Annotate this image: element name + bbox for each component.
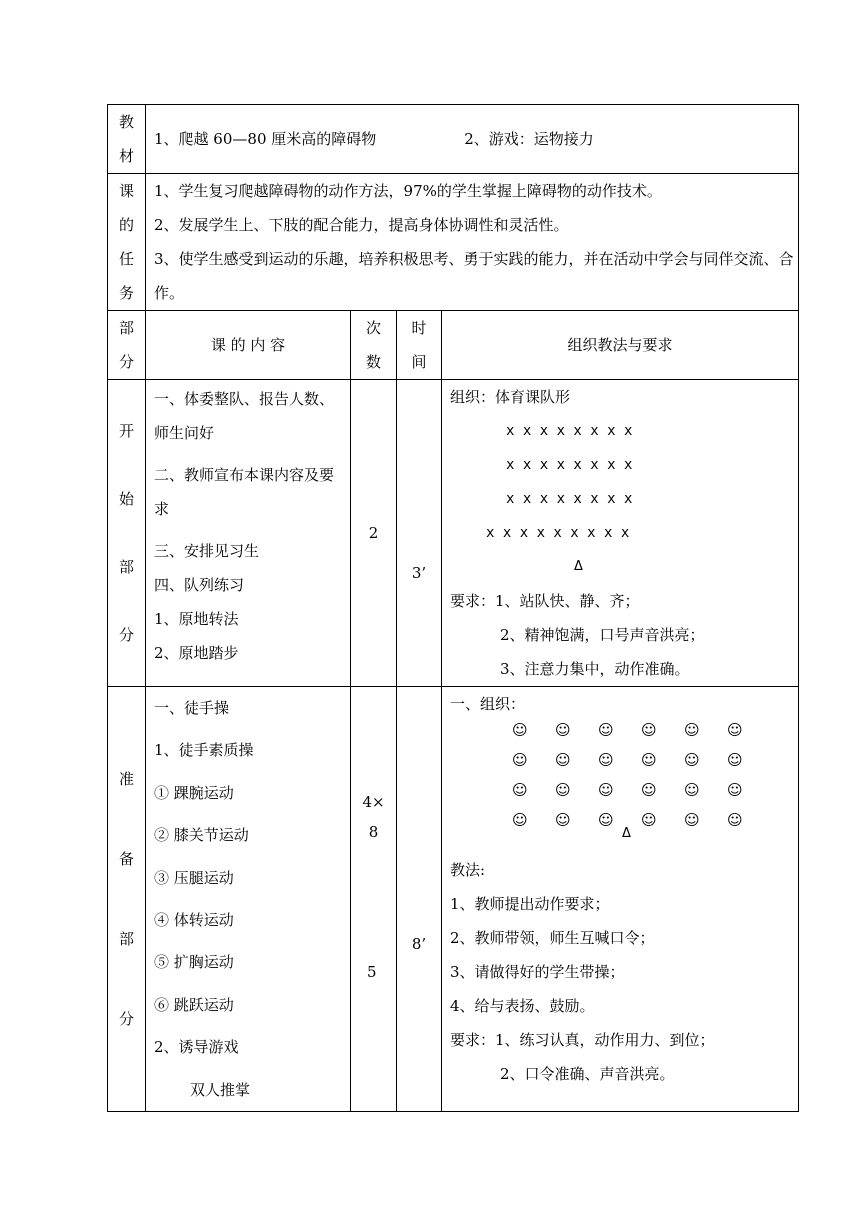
warmup-count-2: 5 — [367, 963, 377, 981]
student-smiley-icon: ☺ — [555, 721, 571, 739]
opening-req-3: 3、注意力集中，动作准确。 — [500, 660, 690, 678]
student-smiley-icon: ☺ — [684, 751, 700, 769]
student-smiley-icon: ☺ — [598, 751, 614, 769]
material-label: 教 材 — [108, 105, 146, 174]
material-item-2: 2、游戏：运物接力 — [464, 130, 594, 148]
opening-time: 3’ — [397, 380, 442, 687]
header-content: 课 的 内 容 — [146, 311, 351, 380]
student-smiley-icon: ☺ — [598, 781, 614, 799]
warmup-org-title: 一、组织： — [450, 695, 526, 713]
student-smiley-icon: ☺ — [641, 721, 657, 739]
material-content — [146, 105, 799, 174]
header-method: 组织教法与要求 — [442, 311, 799, 380]
task-line-3: 3、使学生感受到运动的乐趣，培养积极思考、勇于实践的能力，并在活动中学会与同伴交流、合作。 — [154, 250, 794, 302]
opening-count: 2 — [351, 380, 397, 687]
formation-row: x x x x x x x x — [506, 457, 633, 473]
material-item-1: 1、爬越 60—80 厘米高的障碍物 — [154, 130, 377, 148]
student-smiley-icon: ☺ — [512, 781, 528, 799]
warmup-label: 准 备 部 分 — [108, 687, 146, 1112]
warmup-count-1: 4× 8 — [362, 793, 385, 841]
opening-content: 一、体委整队、报告人数、师生问好 二、教师宣布本课内容及要求 三、安排见习生 四、队列练习 1、原地转法 2、原地踏步 — [146, 380, 351, 687]
formation-row: x x x x x x x x x — [486, 525, 630, 541]
task-label: 课 的 任 务 — [108, 174, 146, 311]
warmup-method-1: 1、教师提出动作要求； — [450, 895, 610, 913]
student-smiley-icon: ☺ — [727, 811, 743, 829]
student-formation-grid — [512, 715, 794, 835]
student-smiley-icon: ☺ — [555, 781, 571, 799]
warmup-method-3: 3、请做得好的学生带操； — [450, 963, 625, 981]
student-row — [512, 775, 794, 805]
student-smiley-icon: ☺ — [727, 751, 743, 769]
opening-req-2: 2、精神饱满，口号声音洪亮； — [500, 626, 705, 644]
student-smiley-icon: ☺ — [684, 781, 700, 799]
student-smiley-icon: ☺ — [684, 811, 700, 829]
task-line-1: 1、学生复习爬越障碍物的动作方法，97%的学生掌握上障碍物的动作技术。 — [154, 182, 662, 200]
warmup-method-2: 2、教师带领，师生互喊口令； — [450, 929, 655, 947]
task-line-2: 2、发展学生上、下肢的配合能力，提高身体协调性和灵活性。 — [154, 216, 569, 234]
warmup-time: 8’ — [397, 687, 442, 1112]
student-row — [512, 715, 794, 745]
student-smiley-icon: ☺ — [727, 721, 743, 739]
warmup-count — [351, 687, 397, 1112]
header-time: 时 间 — [397, 311, 442, 380]
formation-diagram — [450, 414, 794, 584]
material-row — [108, 105, 799, 174]
student-smiley-icon: ☺ — [512, 811, 528, 829]
warmup-req-2: 2、口令准确、声音洪亮。 — [500, 1065, 675, 1083]
formation-row: x x x x x x x x — [506, 491, 633, 507]
header-row — [108, 311, 799, 380]
student-smiley-icon: ☺ — [512, 721, 528, 739]
student-smiley-icon: ☺ — [555, 811, 571, 829]
teacher-mark: Δ — [622, 826, 631, 841]
task-row — [108, 174, 799, 311]
student-row — [512, 745, 794, 775]
warmup-row — [108, 687, 799, 1112]
student-smiley-icon: ☺ — [641, 781, 657, 799]
header-count: 次 数 — [351, 311, 397, 380]
student-smiley-icon: ☺ — [641, 751, 657, 769]
warmup-method — [442, 687, 799, 1112]
opening-org-title: 组织：体育课队形 — [450, 388, 571, 406]
formation-row: x x x x x x x x — [506, 423, 633, 439]
warmup-req-1: 要求：1、练习认真，动作用力、到位； — [450, 1031, 715, 1049]
student-smiley-icon: ☺ — [641, 811, 657, 829]
student-smiley-icon: ☺ — [598, 811, 614, 829]
warmup-method-title: 教法: — [450, 861, 486, 879]
student-smiley-icon: ☺ — [598, 721, 614, 739]
student-smiley-icon: ☺ — [727, 781, 743, 799]
opening-label: 开 始 部 分 — [108, 380, 146, 687]
warmup-method-4: 4、给与表扬、鼓励。 — [450, 997, 595, 1015]
student-smiley-icon: ☺ — [684, 721, 700, 739]
header-part: 部 分 — [108, 311, 146, 380]
student-smiley-icon: ☺ — [555, 751, 571, 769]
lesson-plan-table — [107, 104, 799, 1112]
opening-row — [108, 380, 799, 687]
task-content — [146, 174, 799, 311]
warmup-content: 一、徒手操 1、徒手素质操 ① 踝腕运动 ② 膝关节运动 ③ 压腿运动 ④ 体转运动 ⑤ 扩胸运动 ⑥ 跳跃运动 2、诱导游戏 双人推掌 — [146, 687, 351, 1112]
student-smiley-icon: ☺ — [512, 751, 528, 769]
opening-method — [442, 380, 799, 687]
student-row — [512, 805, 794, 835]
opening-req-1: 要求：1、站队快、静、齐； — [450, 592, 640, 610]
teacher-mark: Δ — [574, 559, 583, 574]
